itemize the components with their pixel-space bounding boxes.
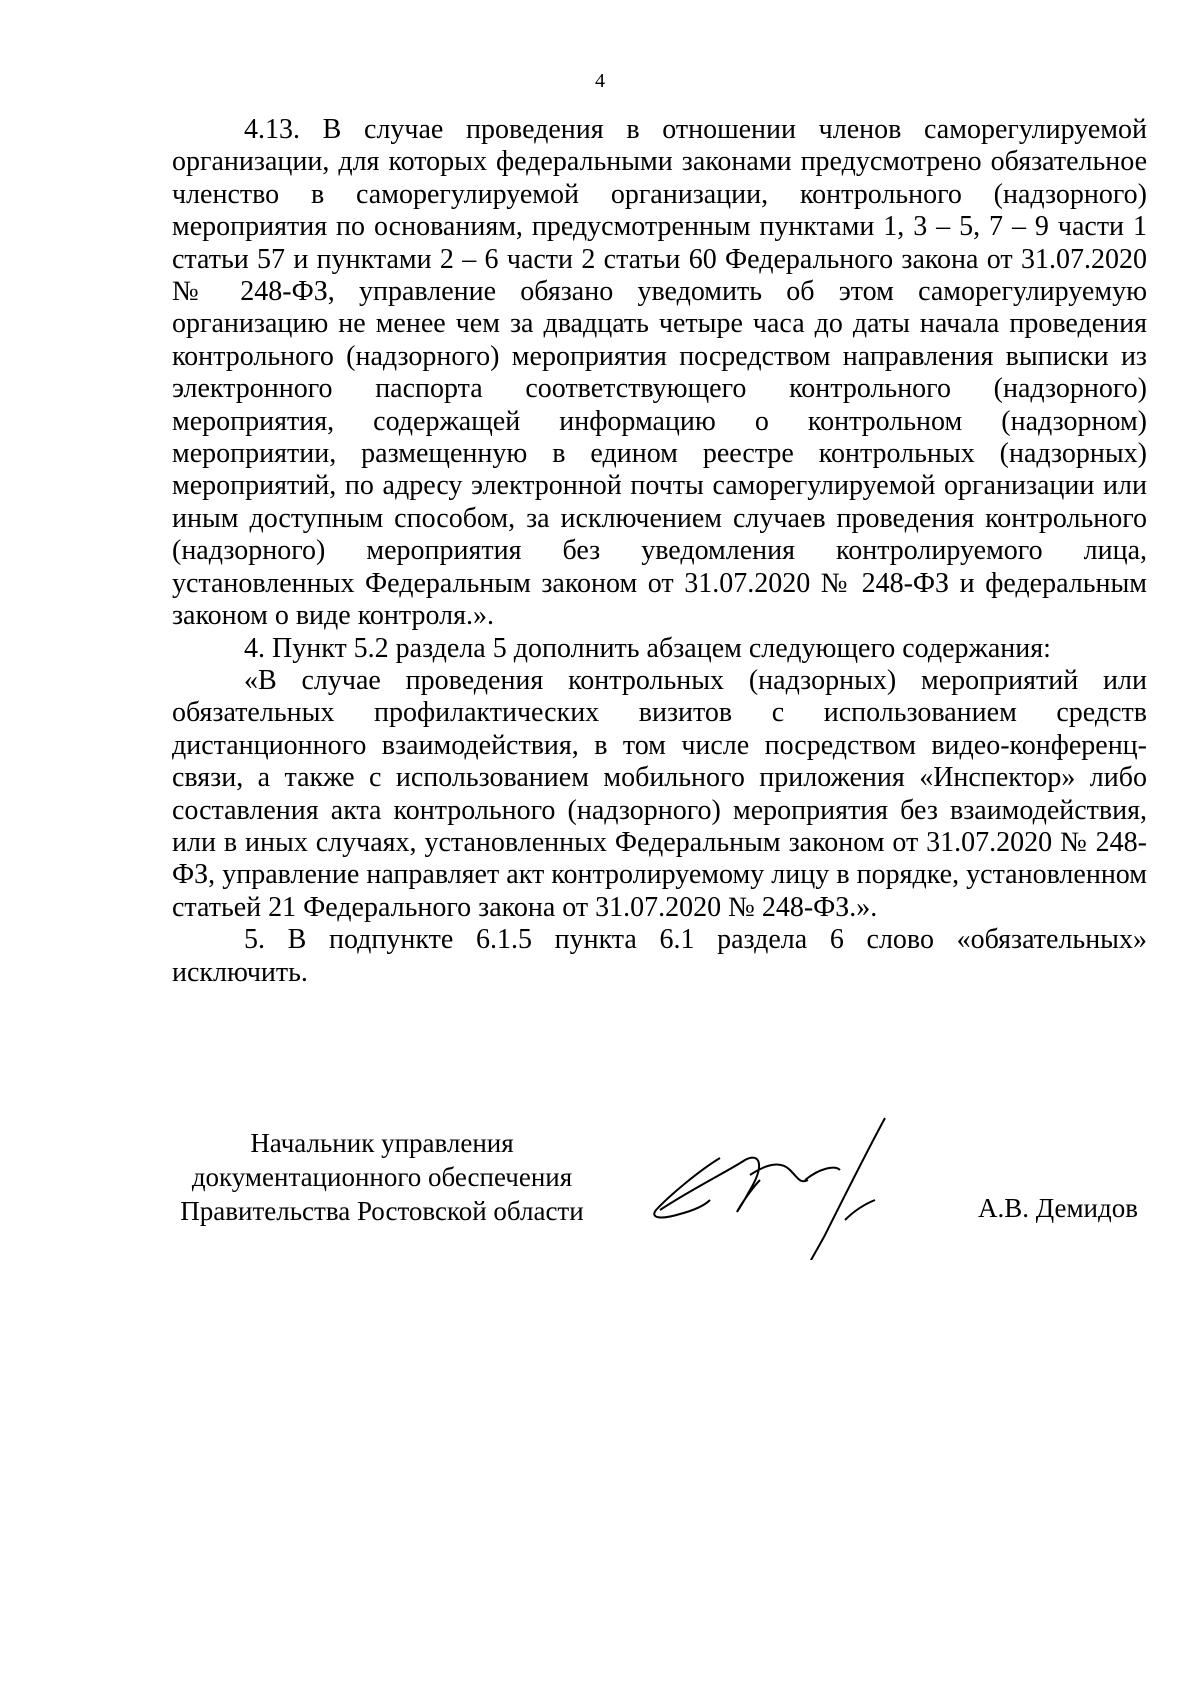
paragraph-4-13: 4.13. В случае проведения в отношении членов саморегулируемой организации, для которых федеральными законами предусмотрено обязательное членство в саморегулируемой организации, контрольного (надзорного) мероприятия по основаниям, предусмотренным пунктами 1, 3 – 5, 7 – 9 части 1 статьи 57 и пунктами 2 – 6 части 2 статьи 60 Федерального закона от 31.07.2020 № 248-ФЗ, управление обязано уведомить об этом саморегулируемую организацию не менее чем за двадцать четыре часа до даты начала проведения контрольного (надзорного) мероприятия посредством направления выписки из электронного паспорта соответствующего контрольного (надзорного) мероприятия, содержащей информацию о контрольном (надзорном) мероприятии, размещенную в едином реестре контрольных (надзорных) мероприятий, по адресу электронной почты саморегулируемой организации или иным доступным способом, за исключением случаев проведения контрольного (надзорного) мероприятия без уведомления контролируемого лица, установленных Федеральным законом от 31.07.2020 № 248-ФЗ и федеральным законом о виде контроля.». xyxy=(172,114,1147,632)
signatory-name: А.В. Демидов xyxy=(977,1193,1138,1223)
paragraph-item-4: 4. Пункт 5.2 раздела 5 дополнить абзацем следующего содержания: xyxy=(244,632,1051,664)
signatory-title-line: Правительства Ростовской области xyxy=(180,1196,584,1226)
signatory-title-line: Начальник управления xyxy=(250,1128,514,1158)
page-number: 4 xyxy=(595,70,605,92)
paragraph-quoted-addition: «В случае проведения контрольных (надзорных) мероприятий или обязательных профилактических визитов с использованием средств дистанционного взаимодействия, в том числе посредством видео-конференц-связи, а также с использованием мобильного приложения «Инспектор» либо составления акта контрольного (надзорного) мероприятия без взаимодействия, или в иных случаях, установленных Федеральным законом от 31.07.2020 № 248-ФЗ, управление направляет акт контролируемому лицу в порядке, установленном статьей 21 Федерального закона от 31.07.2020 № 248-ФЗ.». xyxy=(172,664,1147,923)
handwritten-signature xyxy=(650,1110,950,1260)
signatory-title-line: документационного обеспечения xyxy=(191,1162,573,1192)
paragraph-item-5: 5. В подпункте 6.1.5 пункта 6.1 раздела 6 слово «обязательных» исключить. xyxy=(172,924,1147,988)
signatory-title xyxy=(172,1126,592,1228)
document-body xyxy=(172,114,1147,989)
